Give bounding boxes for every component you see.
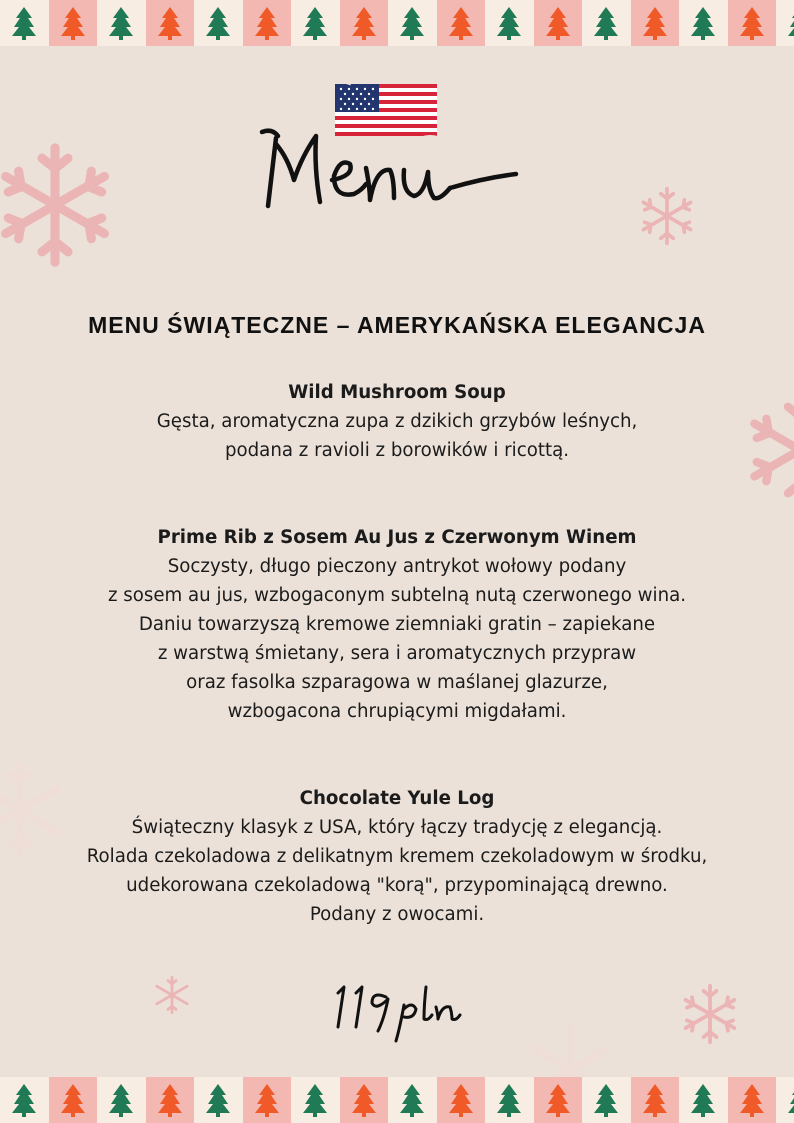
border-tile (243, 0, 292, 46)
border-tile (534, 1077, 583, 1123)
snowflake-icon (678, 982, 742, 1046)
price-lettering (300, 975, 494, 1045)
border-tile (582, 1077, 631, 1123)
christmas-tree-icon (399, 5, 425, 41)
christmas-tree-icon (108, 5, 134, 41)
christmas-tree-icon (739, 5, 765, 41)
course-description-line: Daniu towarzyszą kremowe ziemniaki gratin – zapiekane (138, 614, 656, 635)
christmas-tree-icon (593, 5, 619, 41)
course-prime-rib (40, 523, 754, 726)
menu-heading: MENU ŚWIĄTECZNE – AMERYKAŃSKA ELEGANCJA (88, 312, 706, 338)
christmas-tree-icon (545, 5, 571, 41)
bottom-border (0, 1077, 794, 1123)
border-tile (679, 1077, 728, 1123)
border-tile (0, 1077, 49, 1123)
course-description-line: z sosem au jus, wzbogaconym subtelną nutą czerwonego wina. (107, 585, 687, 606)
christmas-tree-icon (496, 5, 522, 41)
border-tile (146, 0, 195, 46)
christmas-tree-icon (205, 5, 231, 41)
border-tile (388, 0, 437, 46)
christmas-tree-icon (60, 1082, 86, 1118)
course-description-line: z warstwą śmietany, sera i aromatycznych przypraw (157, 643, 637, 664)
menu-title-lettering (254, 118, 524, 218)
snowflake-icon (0, 140, 120, 270)
christmas-tree-icon (642, 5, 668, 41)
christmas-tree-icon (448, 5, 474, 41)
border-tile (388, 1077, 437, 1123)
course-description-line: oraz fasolka szparagowa w maślanej glazurze, (186, 672, 608, 693)
border-tile (194, 1077, 243, 1123)
christmas-tree-icon (593, 1082, 619, 1118)
border-tile (631, 1077, 680, 1123)
border-tile (291, 0, 340, 46)
course-name: Chocolate Yule Log (299, 788, 495, 809)
border-tile (146, 1077, 195, 1123)
christmas-tree-icon (351, 1082, 377, 1118)
border-tile (97, 1077, 146, 1123)
course-description-line: Świąteczny klasyk z USA, który łączy tradycję z elegancją. (131, 817, 663, 838)
course-description-line: udekorowana czekoladową "korą", przypominającą drewno. (126, 875, 668, 896)
border-tile (679, 0, 728, 46)
christmas-tree-icon (157, 5, 183, 41)
border-tile (631, 0, 680, 46)
christmas-tree-icon (11, 5, 37, 41)
christmas-tree-icon (302, 1082, 328, 1118)
border-tile (776, 0, 794, 46)
border-tile (340, 0, 389, 46)
christmas-tree-icon (690, 1082, 716, 1118)
christmas-tree-icon (254, 1082, 280, 1118)
christmas-tree-icon (60, 5, 86, 41)
course-description-line: wzbogacona chrupiącymi migdałami. (227, 701, 567, 722)
border-tile (485, 0, 534, 46)
border-tile (291, 1077, 340, 1123)
christmas-tree-icon (448, 1082, 474, 1118)
christmas-tree-icon (399, 1082, 425, 1118)
christmas-tree-icon (254, 5, 280, 41)
border-tile (582, 0, 631, 46)
border-tile (194, 0, 243, 46)
border-tile (728, 0, 777, 46)
border-tile (97, 0, 146, 46)
christmas-tree-icon (351, 5, 377, 41)
price (300, 975, 494, 1045)
christmas-tree-icon (739, 1082, 765, 1118)
christmas-tree-icon (302, 5, 328, 41)
course-description-line: podana z ravioli z borowików i ricottą. (224, 440, 570, 461)
course-description-line: Gęsta, aromatyczna zupa z dzikich grzybów leśnych, (156, 411, 638, 432)
border-tile (728, 1077, 777, 1123)
christmas-tree-icon (545, 1082, 571, 1118)
course-yule-log (40, 784, 754, 929)
christmas-tree-icon (496, 1082, 522, 1118)
border-tile (485, 1077, 534, 1123)
top-border (0, 0, 794, 46)
christmas-tree-icon (690, 5, 716, 41)
christmas-tree-icon (787, 1082, 794, 1118)
course-name: Prime Rib z Sosem Au Jus z Czerwonym Winem (157, 527, 637, 548)
christmas-tree-icon (157, 1082, 183, 1118)
border-tile (0, 0, 49, 46)
snowflake-icon (152, 975, 192, 1015)
border-tile (437, 1077, 486, 1123)
border-tile (534, 0, 583, 46)
border-tile (49, 0, 98, 46)
christmas-tree-icon (787, 5, 794, 41)
christmas-tree-icon (642, 1082, 668, 1118)
christmas-tree-icon (11, 1082, 37, 1118)
border-tile (776, 1077, 794, 1123)
course-soup (40, 378, 754, 465)
course-description-line: Rolada czekoladowa z delikatnym kremem czekoladowym w środku, (86, 846, 708, 867)
course-description-line: Podany z owocami. (309, 904, 485, 925)
course-name: Wild Mushroom Soup (288, 382, 506, 403)
border-tile (49, 1077, 98, 1123)
snowflake-icon (636, 185, 698, 247)
christmas-tree-icon (205, 1082, 231, 1118)
border-tile (437, 0, 486, 46)
course-description-line: Soczysty, długo pieczony antrykot wołowy podany (167, 556, 627, 577)
border-tile (243, 1077, 292, 1123)
menu-title (254, 118, 524, 218)
christmas-tree-icon (108, 1082, 134, 1118)
border-tile (340, 1077, 389, 1123)
